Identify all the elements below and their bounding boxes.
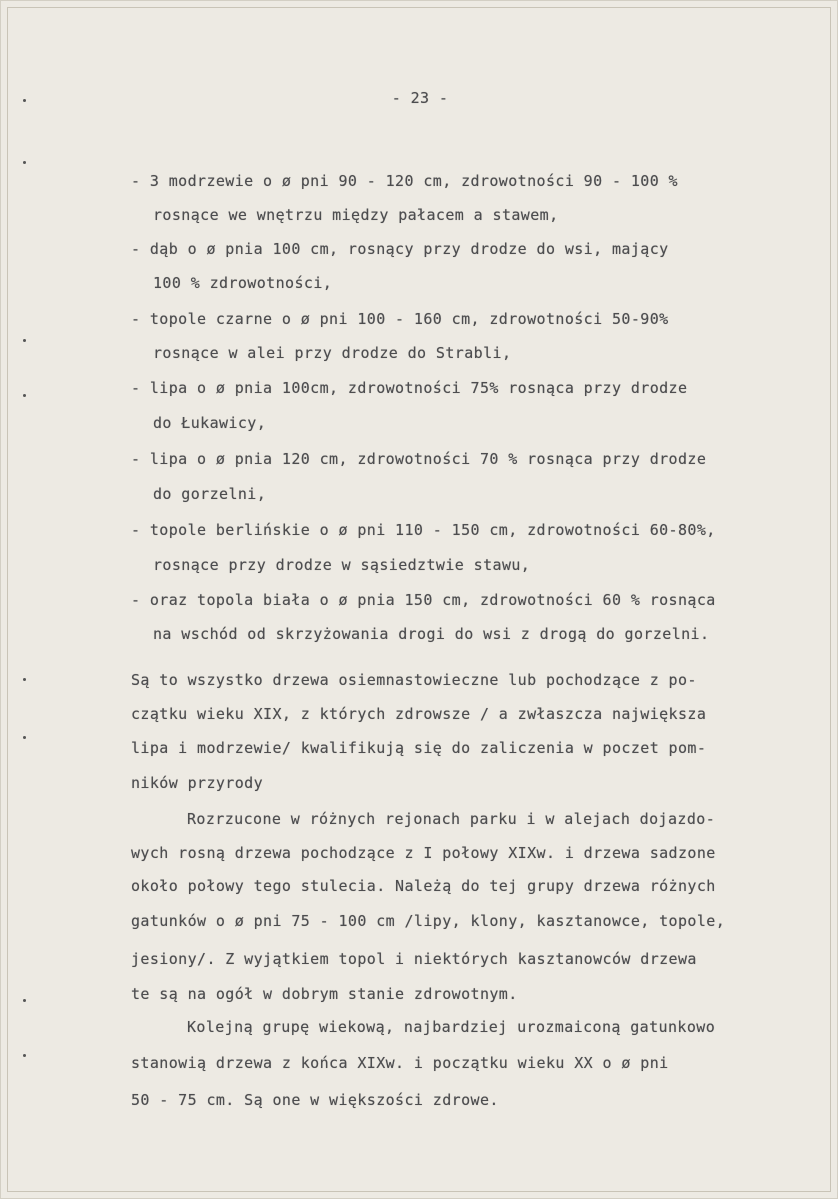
text-line: Kolejną grupę wiekową, najbardziej urozmaiconą gatunkowo	[187, 1018, 716, 1036]
text-line: - dąb o ø pnia 100 cm, rosnący przy drodze do wsi, mający	[131, 240, 669, 258]
text-line: - 3 modrzewie o ø pni 90 - 120 cm, zdrowotności 90 - 100 %	[131, 172, 678, 190]
margin-dot	[23, 999, 26, 1002]
text-line: wych rosną drzewa pochodzące z I połowy XIXw. i drzewa sadzone	[131, 844, 716, 862]
text-line: rosnące we wnętrzu między pałacem a stawem,	[153, 206, 559, 224]
margin-dot	[23, 394, 26, 397]
margin-dot	[23, 736, 26, 739]
text-line: - topole czarne o ø pni 100 - 160 cm, zdrowotności 50-90%	[131, 310, 669, 328]
margin-dot	[23, 678, 26, 681]
page-number: - 23 -	[391, 89, 449, 107]
text-line: Rozrzucone w różnych rejonach parku i w alejach dojazdo-	[187, 810, 716, 828]
text-line: około połowy tego stulecia. Należą do tej grupy drzewa różnych	[131, 877, 716, 895]
text-line: - lipa o ø pnia 120 cm, zdrowotności 70 % rosnąca przy drodze	[131, 450, 707, 468]
text-line: - oraz topola biała o ø pnia 150 cm, zdrowotności 60 % rosnąca	[131, 591, 716, 609]
margin-dot	[23, 161, 26, 164]
text-line: Są to wszystko drzewa osiemnastowieczne lub pochodzące z po-	[131, 671, 697, 689]
text-line: jesiony/. Z wyjątkiem topol i niektórych kasztanowców drzewa	[131, 950, 697, 968]
text-line: - topole berlińskie o ø pni 110 - 150 cm, zdrowotności 60-80%,	[131, 521, 716, 539]
text-line: 100 % zdrowotności,	[153, 274, 333, 292]
text-line: gatunków o ø pni 75 - 100 cm /lipy, klony, kasztanowce, topole,	[131, 912, 726, 930]
text-line: do gorzelni,	[153, 485, 267, 503]
text-line: stanowią drzewa z końca XIXw. i początku wieku XX o ø pni	[131, 1054, 669, 1072]
text-line: do Łukawicy,	[153, 414, 267, 432]
text-line: ników przyrody	[131, 774, 264, 792]
text-line: rosnące w alei przy drodze do Strabli,	[153, 344, 512, 362]
text-line: - lipa o ø pnia 100cm, zdrowotności 75% rosnąca przy drodze	[131, 379, 688, 397]
text-line: te są na ogół w dobrym stanie zdrowotnym.	[131, 985, 518, 1003]
text-line: lipa i modrzewie/ kwalifikują się do zaliczenia w poczet pom-	[131, 739, 707, 757]
text-line: 50 - 75 cm. Są one w większości zdrowe.	[131, 1091, 499, 1109]
text-line: na wschód od skrzyżowania drogi do wsi z drogą do gorzelni.	[153, 625, 710, 643]
margin-dot	[23, 1054, 26, 1057]
text-line: czątku wieku XIX, z których zdrowsze / a zwłaszcza największa	[131, 705, 707, 723]
text-line: rosnące przy drodze w sąsiedztwie stawu,	[153, 556, 531, 574]
margin-dot	[23, 339, 26, 342]
